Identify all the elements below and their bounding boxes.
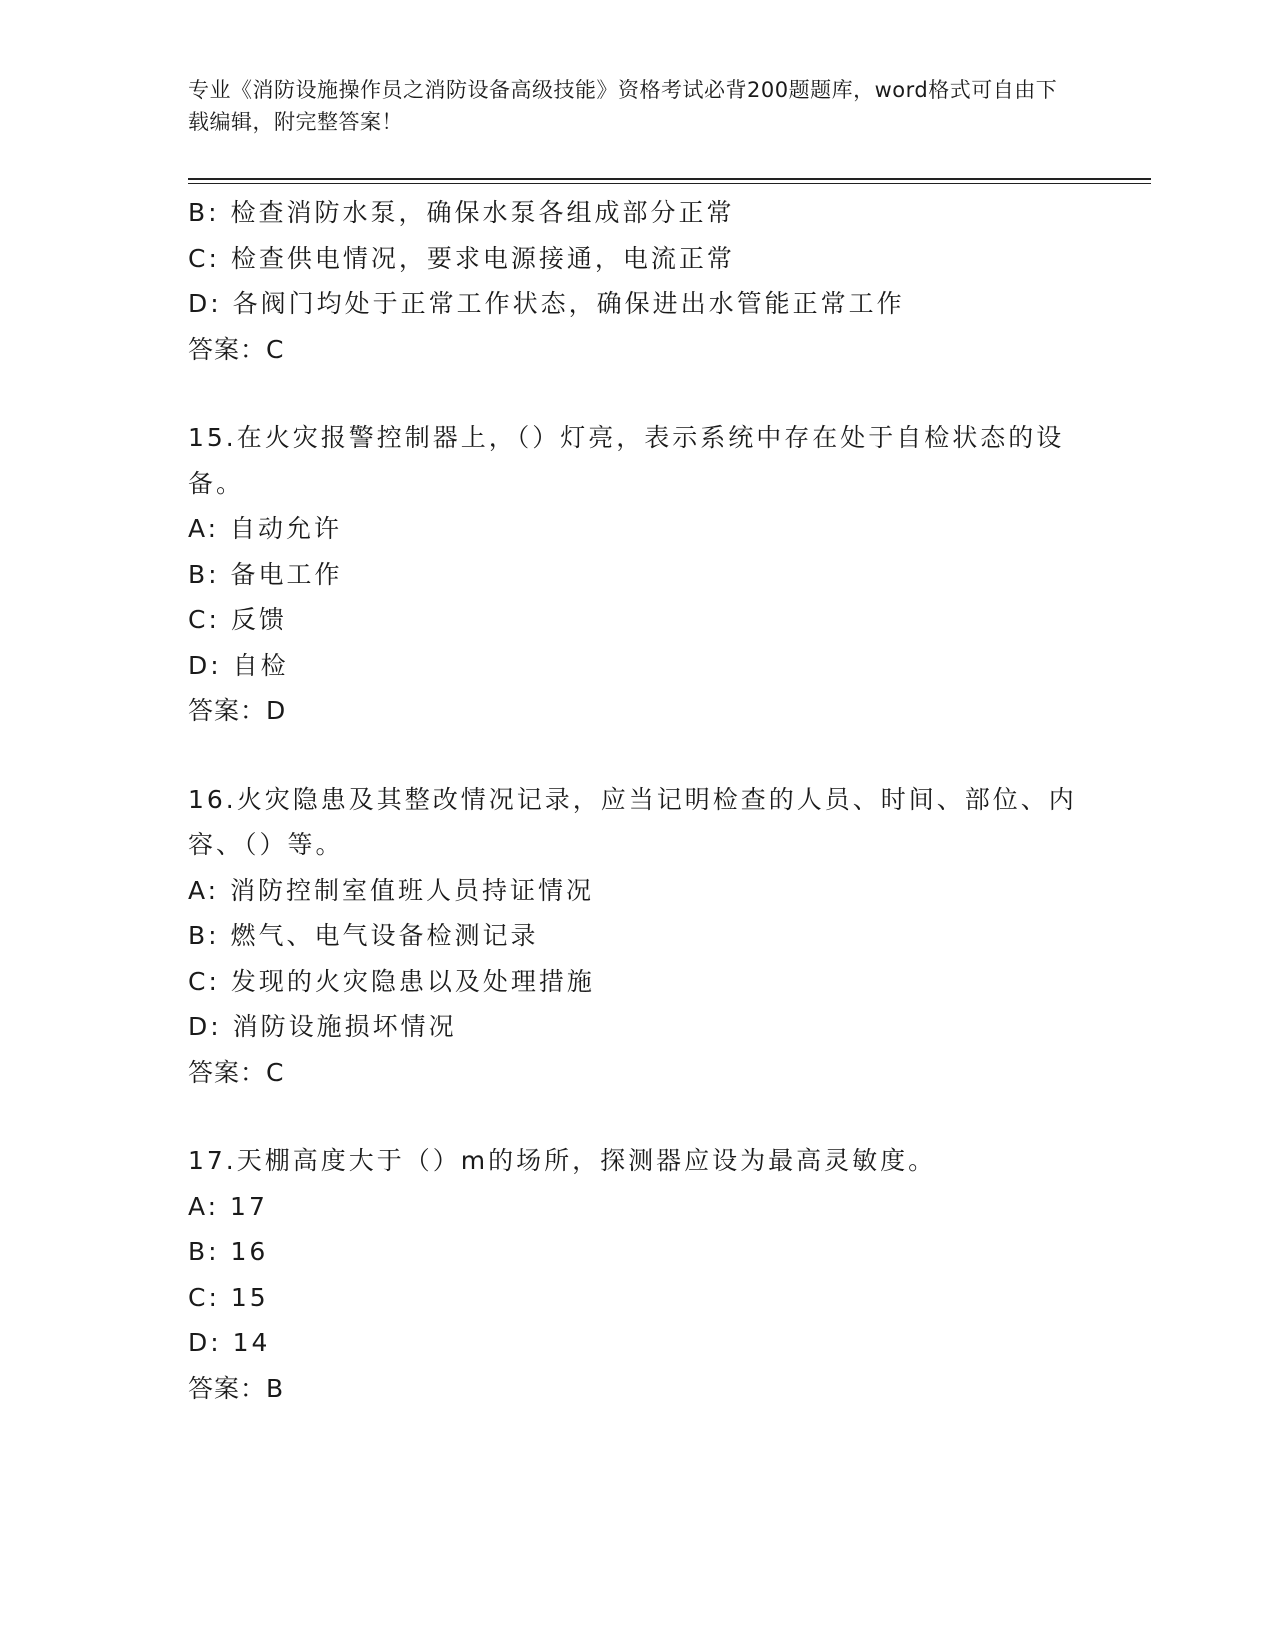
option-a: A: 消防控制室值班人员持证情况 — [188, 875, 595, 905]
question-stem: 16.火灾隐患及其整改情况记录，应当记明检查的人员、时间、部位、内容、（）等。 — [188, 784, 1077, 859]
question-15 — [188, 415, 1088, 734]
option-d: D: 自检 — [188, 650, 289, 680]
option-b: B: 16 — [188, 1237, 269, 1266]
option-d: D: 14 — [188, 1328, 271, 1357]
option-c: C: 反馈 — [188, 605, 287, 634]
question-list — [188, 190, 1088, 1411]
option-c: C: 发现的火灾隐患以及处理措施 — [188, 966, 595, 996]
header-rule-thick — [188, 178, 1151, 180]
question-17 — [188, 1138, 1088, 1411]
option-d: D: 各阀门均处于正常工作状态，确保进出水管能正常工作 — [188, 289, 905, 318]
answer: 答案：B — [188, 1373, 285, 1403]
header-rule-thin — [188, 183, 1151, 184]
option-c: C: 检查供电情况，要求电源接通，电流正常 — [188, 243, 735, 273]
answer: 答案：C — [188, 1057, 285, 1087]
question-stem: 17.天棚高度大于（）m的场所，探测器应设为最高灵敏度。 — [188, 1146, 937, 1175]
option-c: C: 15 — [188, 1282, 269, 1312]
answer: 答案：C — [188, 334, 285, 364]
question-16 — [188, 777, 1088, 1096]
option-a: A: 17 — [188, 1191, 268, 1221]
option-a: A: 自动允许 — [188, 514, 343, 543]
option-d: D: 消防设施损坏情况 — [188, 1012, 457, 1041]
option-b: B: 燃气、电气设备检测记录 — [188, 921, 539, 950]
answer: 答案：D — [188, 696, 287, 725]
option-b: B: 检查消防水泵，确保水泵各组成部分正常 — [188, 198, 735, 227]
option-b: B: 备电工作 — [188, 559, 343, 589]
question-stem: 15.在火灾报警控制器上，（）灯亮，表示系统中存在处于自检状态的设备。 — [188, 423, 1065, 498]
document-header: 专业《消防设施操作员之消防设备高级技能》资格考试必背200题题库，word格式可自由下载编辑，附完整答案！ — [188, 78, 1058, 134]
question-14-remainder — [188, 190, 1088, 372]
